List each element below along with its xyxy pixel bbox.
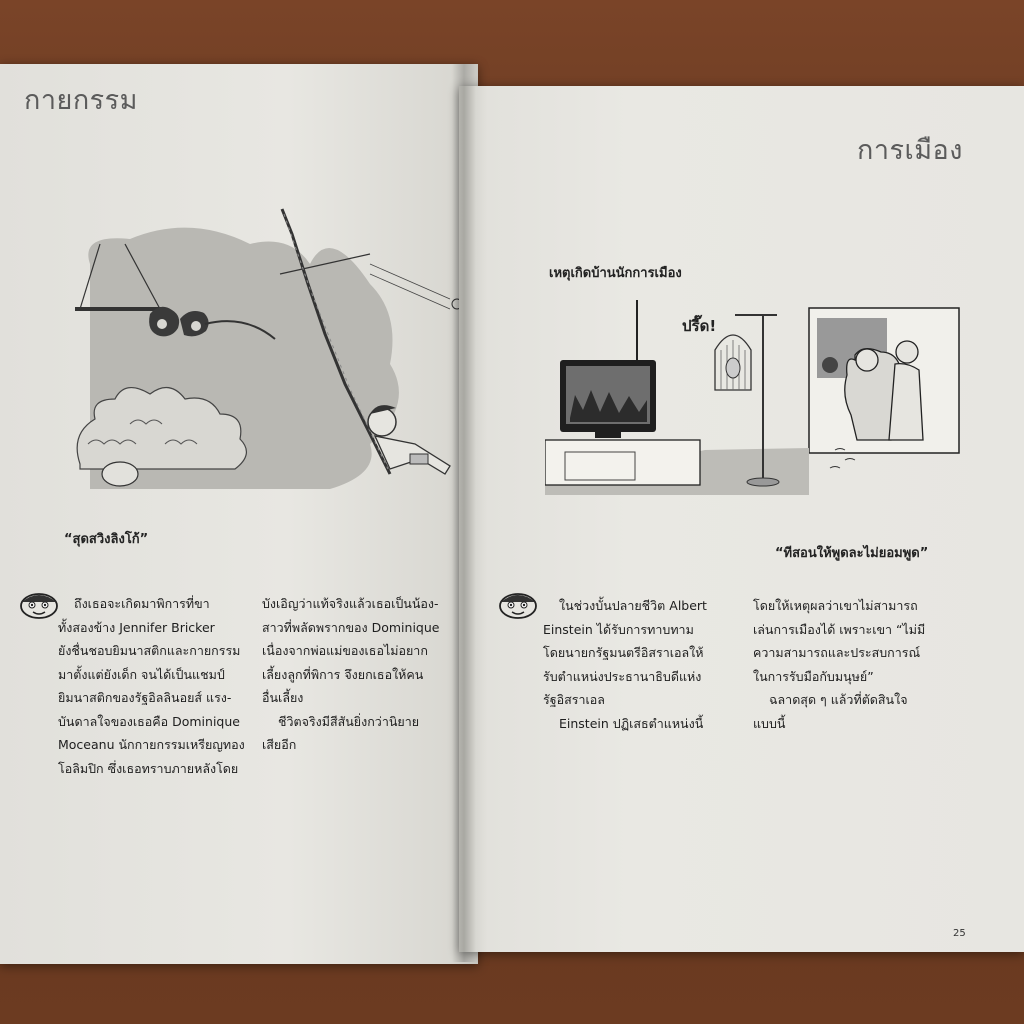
text-line: ฉลาดสุด ๆ แล้วที่ตัดสินใจ	[769, 692, 908, 707]
left-page	[0, 64, 478, 964]
text-line: Moceanu นักกายกรรมเหรียญทอง	[58, 737, 245, 752]
text-line: ในการรับมือกับมนุษย์”	[753, 668, 874, 684]
left-section-title: กายกรรม	[24, 85, 138, 116]
left-text-column-1	[58, 592, 245, 780]
text-line: ทั้งสองข้าง Jennifer Bricker	[58, 619, 215, 635]
left-text-column-2	[262, 592, 439, 757]
text-line: Einstein ได้รับการทาบทาม	[543, 621, 694, 637]
sound-effect: ปรี๊ด!	[682, 317, 717, 335]
text-line: โดยให้เหตุผลว่าเขาไม่สามารถ	[753, 598, 918, 613]
right-caption: “ทีสอนให้พูดละไม่ยอมพูด”	[775, 546, 929, 561]
text-line: เล่นการเมืองได้ เพราะเขา “ไม่มี	[753, 621, 926, 637]
text-line: แบบนี้	[753, 715, 786, 731]
text-line: เลี้ยงลูกที่พิการ จึงยกเธอให้คน	[262, 666, 424, 682]
politician-cartoon	[545, 300, 965, 500]
trapeze-cartoon	[70, 204, 470, 504]
text-line: ยังชื่นชอบยิมนาสติกและกายกรรม	[58, 643, 241, 658]
text-line: บันดาลใจของเธอคือ Dominique	[58, 713, 240, 729]
text-line: เนื่องจากพ่อแม่ของเธอไม่อยาก	[262, 643, 428, 658]
text-line: ความสามารถและประสบการณ์	[753, 645, 921, 660]
text-line: มาตั้งแต่ยังเด็ก จนได้เป็นแชมป์	[58, 666, 225, 682]
text-line: อื่นเลี้ยง	[262, 690, 304, 705]
book-spine-shadow	[452, 64, 476, 962]
text-line: ชีวิตจริงมีสีสันยิ่งกว่านิยาย	[278, 713, 420, 729]
page-number: 25	[953, 928, 966, 939]
text-line: บังเอิญว่าแท้จริงแล้วเธอเป็นน้อง-	[262, 596, 439, 611]
right-page	[459, 86, 1024, 952]
text-line: โดยนายกรัฐมนตรีอิสราเอลให้	[543, 645, 704, 660]
text-line: รับตำแหน่งประธานาธิบดีแห่ง	[543, 668, 702, 684]
left-caption: “สุดสวิงลิงโก้”	[64, 532, 149, 547]
text-line: ในช่วงบั้นปลายชีวิต Albert	[559, 598, 707, 613]
right-section-title: การเมือง	[857, 135, 963, 166]
text-line: Einstein ปฏิเสธตำแหน่งนี้	[559, 715, 704, 731]
text-line: ถึงเธอจะเกิดมาพิการที่ขา	[74, 596, 210, 611]
text-line: สาวที่พลัดพรากของ Dominique	[262, 619, 440, 635]
text-line: เสียอีก	[262, 737, 297, 752]
text-line: ยิมนาสติกของรัฐอิลลินอยส์ แรง-	[58, 690, 232, 705]
right-text-column-1	[543, 594, 707, 735]
right-text-column-2	[753, 594, 925, 735]
mascot-face-icon	[18, 590, 60, 620]
text-line: โอลิมปิก ซึ่งเธอทราบภายหลังโดย	[58, 760, 239, 776]
cartoon-title: เหตุเกิดบ้านนักการเมือง	[549, 266, 682, 281]
mascot-face-icon	[497, 590, 539, 620]
text-line: รัฐอิสราเอล	[543, 692, 605, 707]
